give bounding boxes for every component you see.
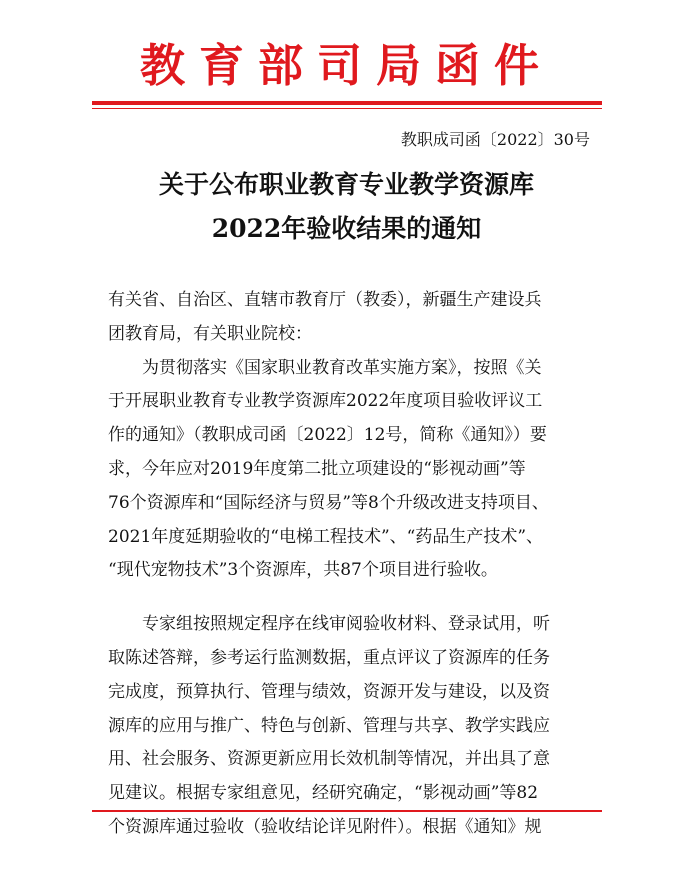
document-number: 教职成司函〔2022〕30号 xyxy=(400,130,590,149)
paragraph-2-line: 见建议。根据专家组意见，经研究确定，“影视动画”等82 xyxy=(108,783,539,804)
paragraph-1-line: 作的通知》（教职成司函〔2022〕12号，简称《通知》）要 xyxy=(108,425,547,446)
document-title-line-2: 2022年验收结果的通知 xyxy=(211,214,482,243)
paragraph-2-line: 完成度，预算执行、管理与绩效，资源开发与建设，以及资 xyxy=(108,681,550,702)
paragraph-1-line: 于开展职业教育专业教学资源库2022年度项目验收评议工 xyxy=(108,391,543,412)
paragraph-1-line: “现代宠物技术”3个资源库，共87个项目进行验收。 xyxy=(108,560,498,581)
salutation-line: 团教育局，有关职业院校： xyxy=(108,323,312,344)
document-title-line-1: 关于公布职业教育专业教学资源库 xyxy=(158,170,534,199)
masthead-rule-thin xyxy=(92,108,602,109)
paragraph-1-line: 为贯彻落实《国家职业教育改革实施方案》，按照《关 xyxy=(142,357,542,378)
masthead-title: 教育部司局函件 xyxy=(139,39,553,92)
paragraph-2-line: 源库的应用与推广、特色与创新、管理与共享、教学实践应 xyxy=(108,715,550,736)
paragraph-2-line: 用、社会服务、资源更新应用长效机制等情况，并出具了意 xyxy=(108,749,550,770)
paragraph-1-line: 求，今年应对2019年度第二批立项建设的“影视动画”等 xyxy=(108,458,526,479)
paragraph-2-line: 专家组按照规定程序在线审阅验收材料、登录试用，听 xyxy=(142,614,550,635)
paragraph-1-line: 2021年度延期验收的“电梯工程技术”、“药品生产技术”、 xyxy=(108,526,544,547)
footer-rule xyxy=(92,810,602,812)
paragraph-gap xyxy=(108,588,594,608)
paragraph-1-line: 76个资源库和“国际经济与贸易”等8个升级改进支持项目、 xyxy=(108,492,549,513)
salutation-line: 有关省、自治区、直辖市教育厅（教委），新疆生产建设兵 xyxy=(108,290,542,310)
document-body xyxy=(108,284,594,845)
paragraph-2-line: 个资源库通过验收（验收结论详见附件）。根据《通知》规 xyxy=(108,816,542,837)
masthead-rule-thick xyxy=(92,101,602,105)
paragraph-2-line: 取陈述答辩，参考运行监测数据，重点评议了资源库的任务 xyxy=(108,647,550,668)
